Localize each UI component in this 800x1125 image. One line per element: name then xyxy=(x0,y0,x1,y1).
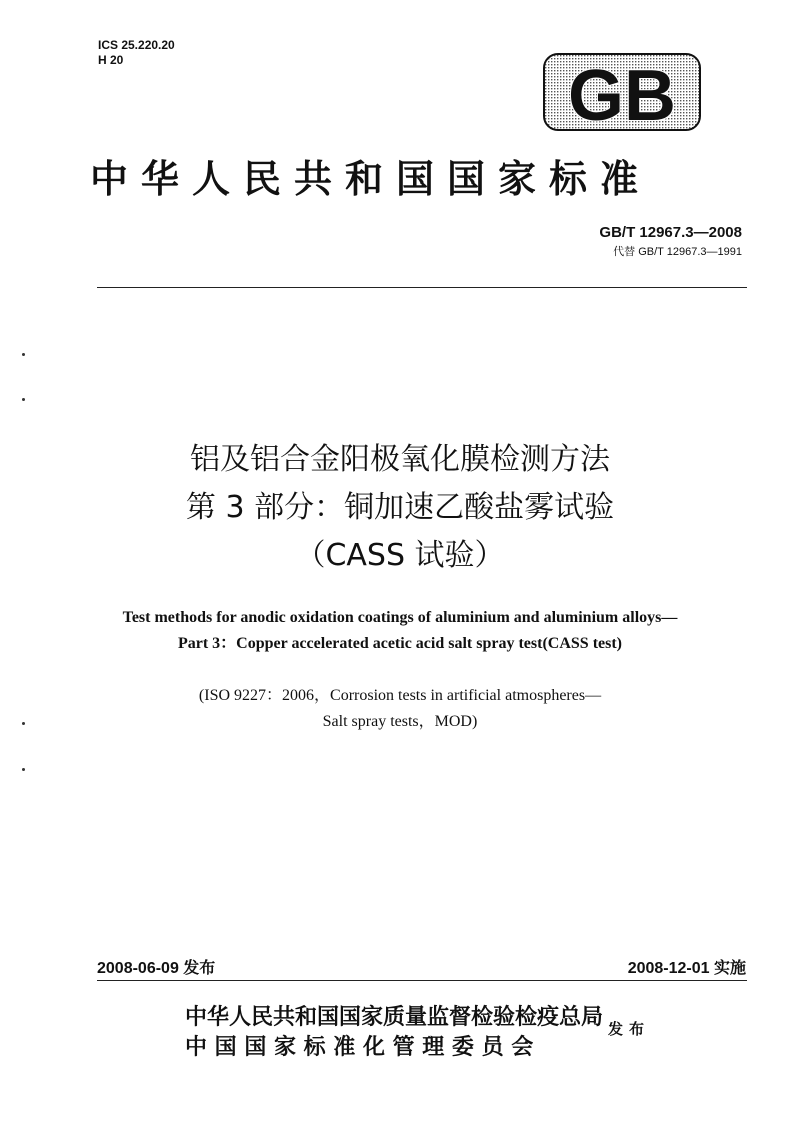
en-title-line1: Test methods for anodic oxidation coatings of aluminium and aluminium alloys— xyxy=(122,609,678,626)
gb-logo xyxy=(542,52,702,132)
scan-mark xyxy=(22,353,25,356)
scan-mark xyxy=(22,398,25,401)
effective-date: 2008-12-01 实施 xyxy=(627,960,746,977)
scan-mark xyxy=(22,768,25,771)
cn-title-line3: （CASS 试验） xyxy=(295,538,505,573)
cn-title-line1: 铝及铝合金阳极氧化膜检测方法 xyxy=(190,442,610,477)
issue-label: 发布 xyxy=(608,1020,651,1038)
iso-reference-line1: (ISO 9227：2006，Corrosion tests in artificial atmospheres— xyxy=(198,687,602,704)
ics-code: ICS 25.220.20 xyxy=(98,38,175,52)
standard-number-block xyxy=(599,224,742,259)
en-title-line2: Part 3：Copper accelerated acetic acid salt spray test(CASS test) xyxy=(177,635,623,652)
issue-date: 2008-06-09 发布 xyxy=(97,960,216,977)
iso-reference-line2: Salt spray tests，MOD) xyxy=(322,713,478,730)
issuer-line2: 中 国 国 家 标 准 化 管 理 委 员 会 xyxy=(185,1035,534,1060)
ics-code-block xyxy=(98,38,175,68)
gb-logo-text: GB xyxy=(568,56,676,132)
cn-title-line2: 第 3 部分：铜加速乙酸盐雾试验 xyxy=(185,490,615,525)
replaces-standard: 代替 GB/T 12967.3—1991 xyxy=(613,246,742,258)
standard-title: 中华人民共和国国家标准 xyxy=(90,157,652,201)
issuer-line1: 中华人民共和国国家质量监督检验检疫总局 xyxy=(185,1005,604,1030)
footer-divider xyxy=(97,980,747,981)
gb-logo-graphic xyxy=(542,52,702,132)
standard-number: GB/T 12967.3—2008 xyxy=(599,224,742,241)
ccs-code: H 20 xyxy=(98,53,124,67)
header-divider xyxy=(97,287,747,288)
